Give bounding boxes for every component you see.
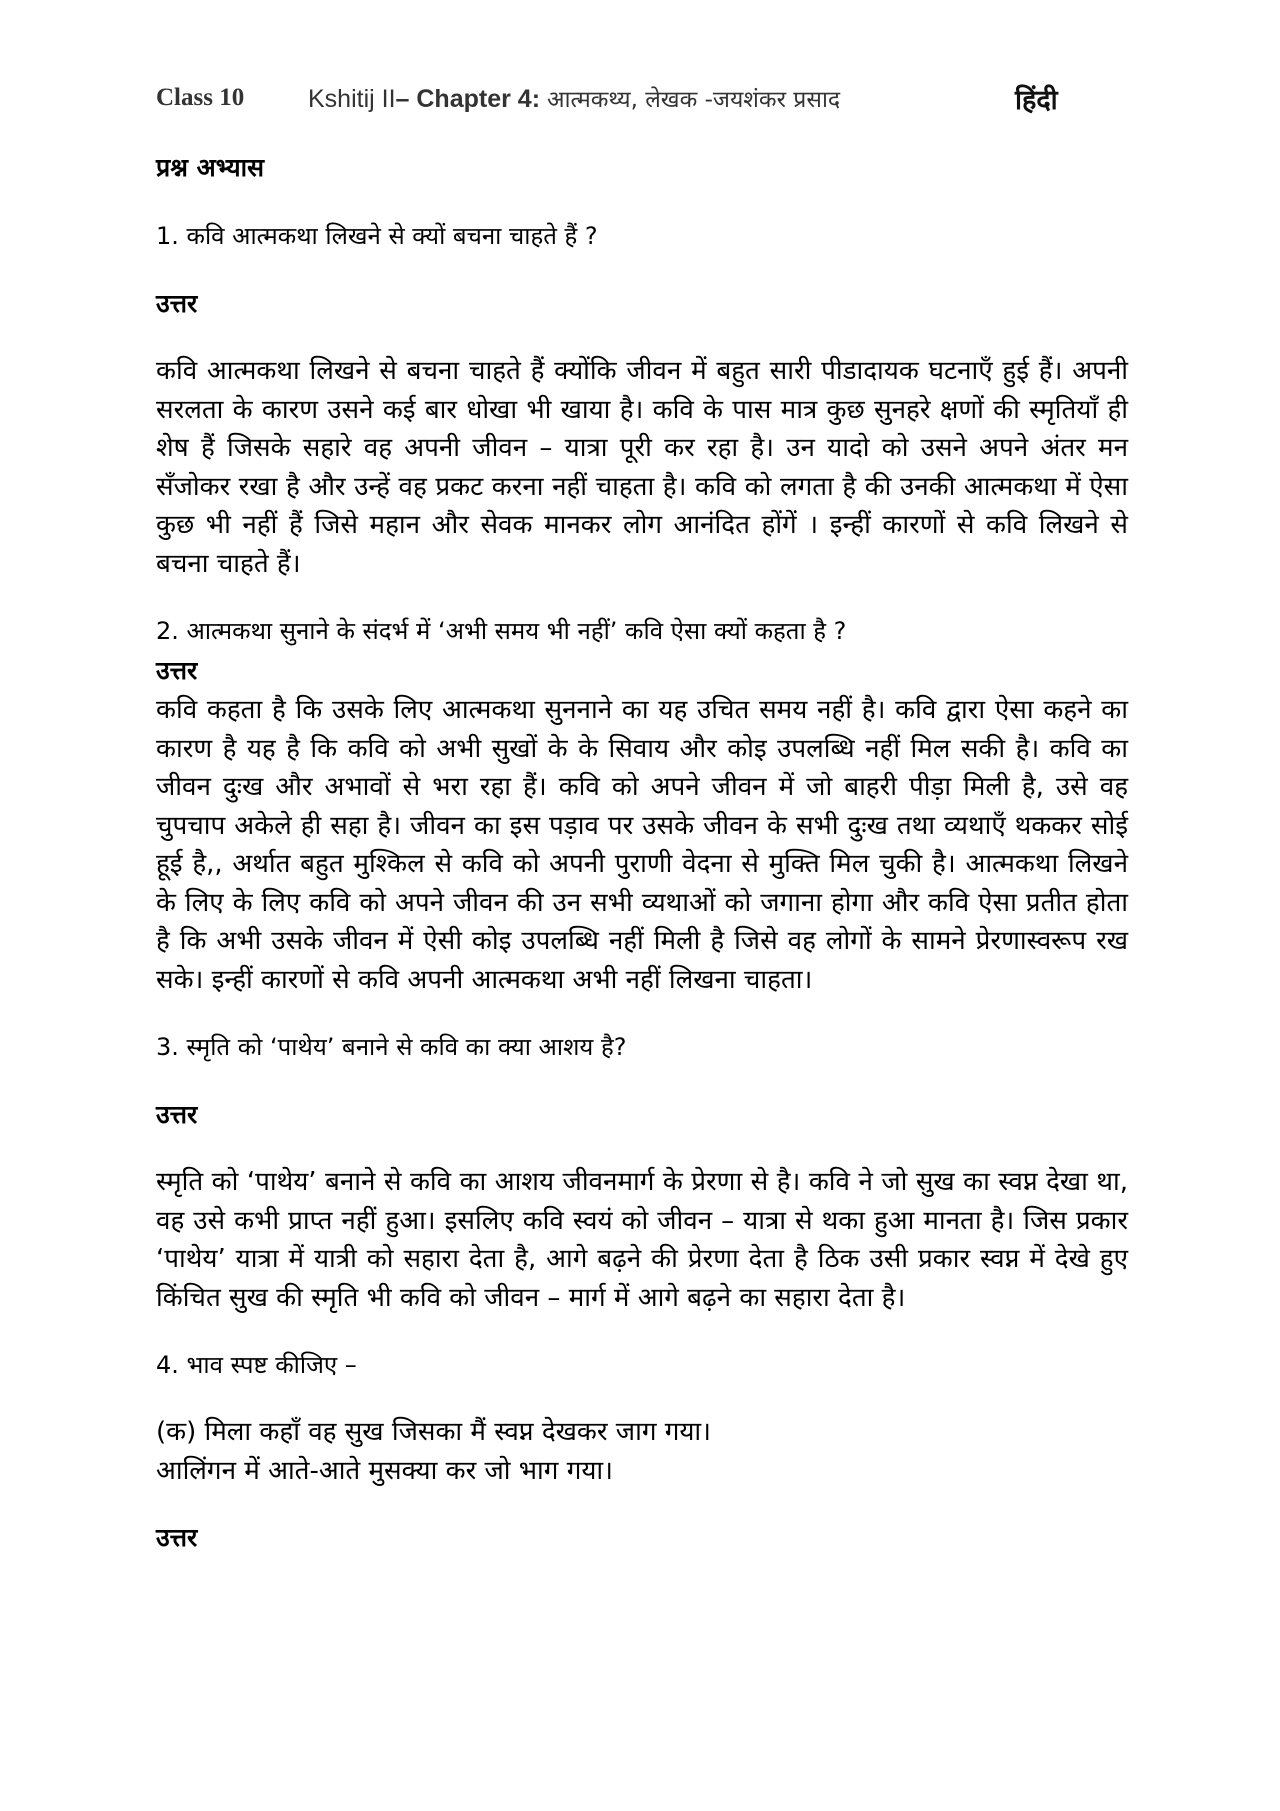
verse-line-2: आलिंगन में आते-आते मुसक्या कर जो भाग गया।: [156, 1455, 614, 1486]
question-3: 3. स्मृति को ‘पाथेय’ बनाने से कवि का क्या आशय है?: [156, 1033, 627, 1061]
page-header: [156, 80, 1136, 120]
answer-1: कवि आत्मकथा लिखने से बचना चाहते हैं क्योंकि जीवन में बहुत सारी पीडादायक घटनाएँ हुई हैं। अपनी सरलता के कारण उसने कई बार धोखा भी खाया है। कवि के पास मात्र कुछ सुनहरे क्षणों की स्मृतियाँ ही शेष हैं जिसके सहारे वह अपनी जीवन – यात्रा पूरी कर रहा है। उन यादो को उसने अपने अंतर मन सँजोकर रखा है और उन्हें वह प्रकट करना नहीं चाहता है। कवि को लगता है की उनकी आत्मकथा में ऐसा कुछ भी नहीं हैं जिसे महान और सेवक मानकर लोग आनंदित होंगें । इन्हीं कारणों से कवि लिखने से बचना चाहते हैं।: [156, 356, 1128, 579]
answer-label-3: उत्तर: [156, 1100, 198, 1129]
chapter-label: – Chapter 4:: [395, 85, 541, 113]
question-2: 2. आत्मकथा सुनाने के संदर्भ में ‘अभी समय भी नहीं’ कवि ऐसा क्यों कहता है ?: [156, 617, 847, 645]
answer-2: कवि कहता है कि उसके लिए आत्मकथा सुननाने का यह उचित समय नहीं है। कवि द्वारा ऐसा कहने का कारण है यह है कि कवि को अभी सुखों के के सिवाय और कोइ उपलब्धि नहीं मिल सकी है। कवि का जीवन दुःख और अभावों से भरा रहा हैं। कवि को अपने जीवन में जो बाहरी पीड़ा मिली है, उसे वह चुपचाप अकेले ही सहा है। जीवन का इस पड़ाव पर उसके जीवन के सभी दुःख तथा व्यथाएँ थककर सोई हूई है,, अर्थात बहुत मुश्किल से कवि को अपनी पुराणी वेदना से मुक्ति मिल चुकी है। आत्मकथा लिखने के लिए के लिए कवि को अपने जीवन की उन सभी व्यथाओं को जगाना होगा और कवि ऐसा प्रतीत होता है कि अभी उसके जीवन में ऐसी कोइ उपलब्धि नहीं मिली है जिसे वह लोगों के सामने प्रेरणास्वरूप रख सके। इन्हीं कारणों से कवि अपनी आत्मकथा अभी नहीं लिखना चाहता।: [156, 695, 1128, 995]
section-title: प्रश्न अभ्यास: [156, 153, 264, 182]
answer-label-1: उत्तर: [156, 289, 198, 318]
book-name: Kshitij II: [308, 85, 396, 113]
subject-label: हिंदी: [1015, 85, 1058, 116]
chapter-title: आत्मकथ्य, लेखक -जयशंकर प्रसाद: [546, 87, 841, 113]
answer-label-2: उत्तर: [156, 656, 198, 685]
answer-label-4: उत्तर: [156, 1523, 198, 1552]
question-1: 1. कवि आत्मकथा लिखने से क्यों बचना चाहते हैं ?: [156, 222, 598, 250]
document-body: [156, 148, 1128, 1558]
verse-line-1: (क) मिला कहाँ वह सुख जिसका मैं स्वप्न देखकर जाग गया।: [156, 1417, 712, 1447]
chapter-info: [308, 82, 840, 114]
class-label: Class 10: [156, 84, 245, 111]
question-4: 4. भाव स्पष्ट कीजिए –: [156, 1351, 357, 1379]
answer-3: स्मृति को ‘पाथेय’ बनाने से कवि का आशय जीवनमार्ग के प्रेरणा से है। कवि ने जो सुख का स्वप्न देखा था, वह उसे कभी प्राप्त नहीं हुआ। इसलिए कवि स्वयं को जीवन – यात्रा से थका हुआ मानता है। जिस प्रकार ‘पाथेय’ यात्रा में यात्री को सहारा देता है, आगे बढ़ने की प्रेरणा देता है ठिक उसी प्रकार स्वप्न में देखे हुए किंचित सुख की स्मृति भी कवि को जीवन – मार्ग में आगे बढ़ने का सहारा देता है।: [156, 1167, 1128, 1313]
